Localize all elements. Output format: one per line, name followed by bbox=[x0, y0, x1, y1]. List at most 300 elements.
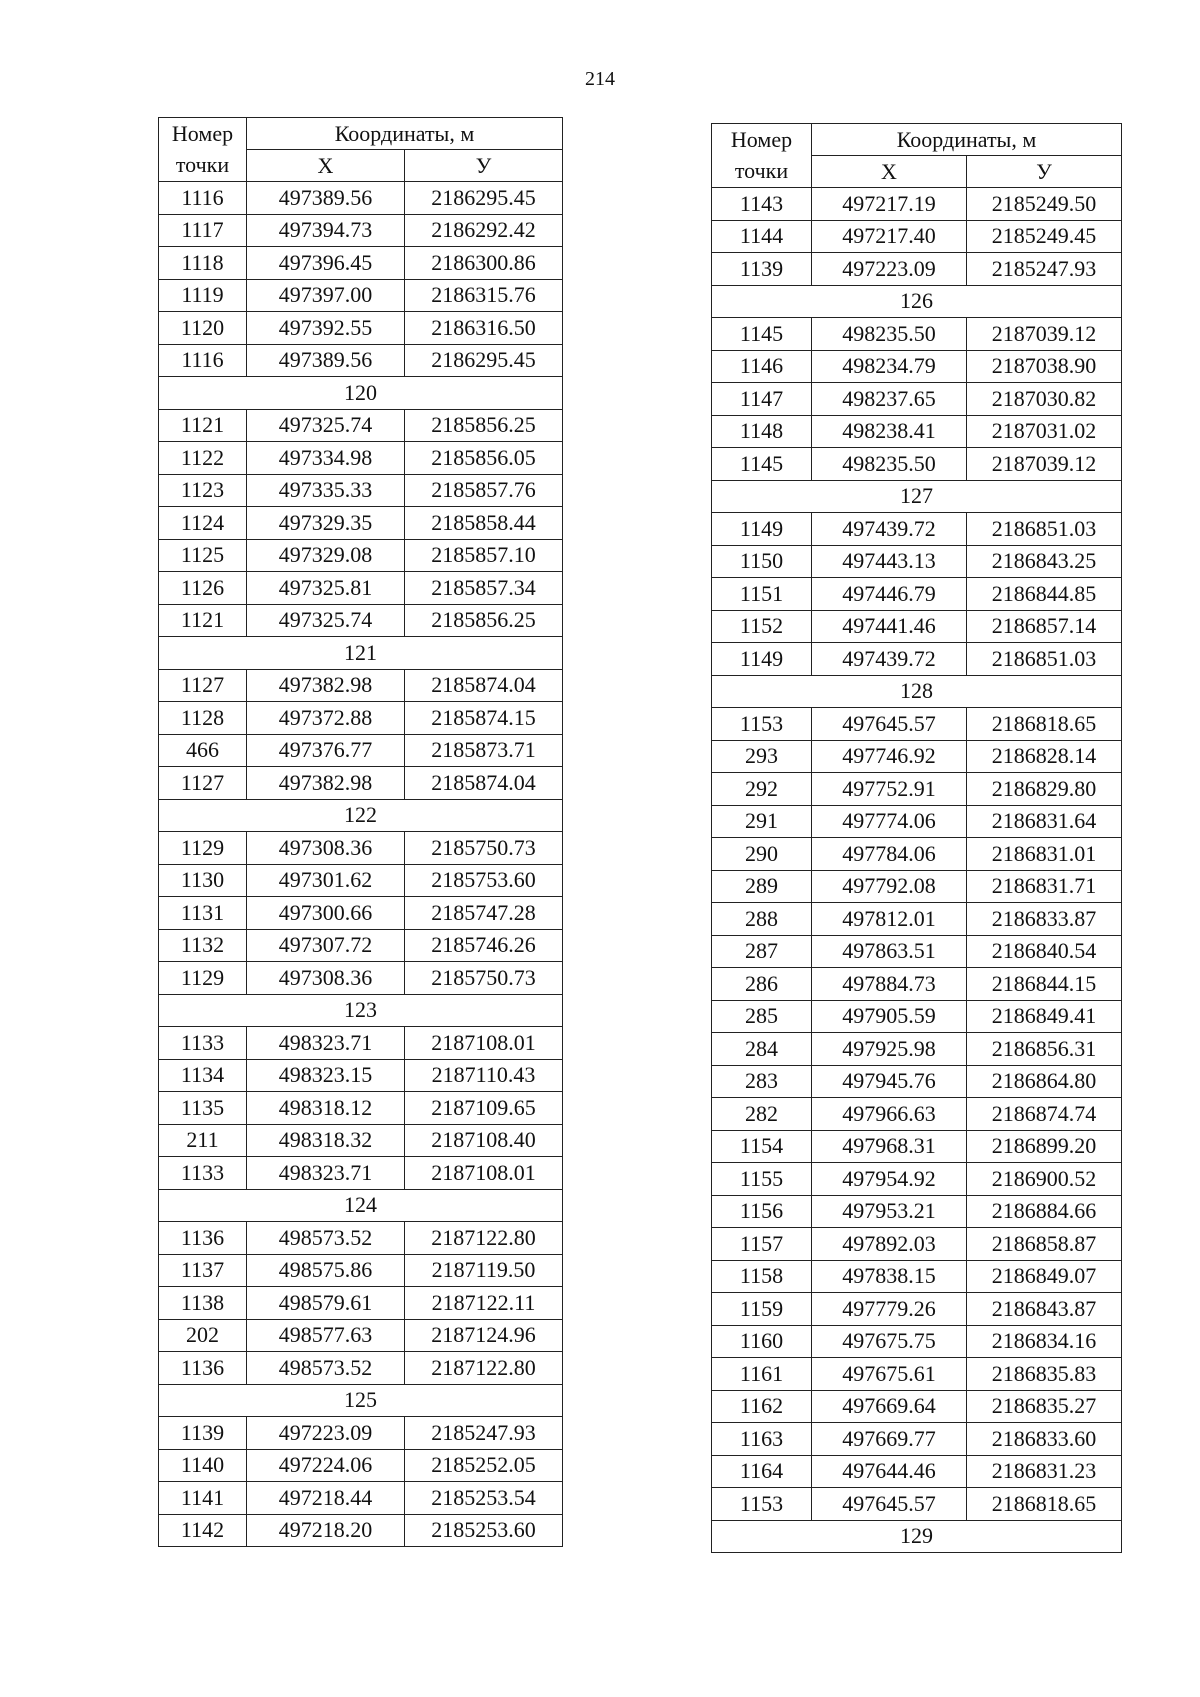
point-number-header: Номер bbox=[159, 118, 247, 150]
point-number-cell: 1158 bbox=[712, 1260, 812, 1293]
y-coordinate-cell: 2185874.04 bbox=[405, 669, 563, 702]
x-coordinate-cell: 497218.44 bbox=[247, 1482, 405, 1515]
y-coordinate-cell: 2186849.07 bbox=[967, 1260, 1122, 1293]
point-number-cell: 1132 bbox=[159, 929, 247, 962]
y-coordinate-cell: 2186843.87 bbox=[967, 1293, 1122, 1326]
point-number-cell: 1116 bbox=[159, 182, 247, 215]
table-row bbox=[159, 767, 563, 800]
point-number-cell: 1121 bbox=[159, 409, 247, 442]
point-number-cell: 1121 bbox=[159, 604, 247, 637]
point-number-cell: 1118 bbox=[159, 247, 247, 280]
table-row bbox=[712, 1488, 1122, 1521]
x-coordinate-cell: 497752.91 bbox=[812, 773, 967, 806]
table-row bbox=[159, 864, 563, 897]
x-coordinate-cell: 498318.12 bbox=[247, 1092, 405, 1125]
point-number-cell: 1116 bbox=[159, 344, 247, 377]
table-row bbox=[712, 610, 1122, 643]
x-coordinate-cell: 497838.15 bbox=[812, 1260, 967, 1293]
header-row bbox=[159, 118, 563, 150]
table-row bbox=[159, 474, 563, 507]
y-coordinate-cell: 2186829.80 bbox=[967, 773, 1122, 806]
coordinates-table-right bbox=[711, 123, 1122, 1553]
table-row bbox=[712, 1423, 1122, 1456]
y-coordinate-cell: 2187039.12 bbox=[967, 448, 1122, 481]
y-coordinate-cell: 2185857.76 bbox=[405, 474, 563, 507]
section-row bbox=[159, 1384, 563, 1417]
table-row bbox=[712, 220, 1122, 253]
section-label: 120 bbox=[159, 377, 563, 410]
y-coordinate-cell: 2187110.43 bbox=[405, 1059, 563, 1092]
x-coordinate-cell: 498238.41 bbox=[812, 415, 967, 448]
table-row bbox=[712, 805, 1122, 838]
x-coordinate-cell: 498235.50 bbox=[812, 448, 967, 481]
table-row bbox=[712, 1228, 1122, 1261]
point-number-cell: 1139 bbox=[159, 1417, 247, 1450]
x-coordinate-cell: 497446.79 bbox=[812, 578, 967, 611]
x-coordinate-cell: 497439.72 bbox=[812, 513, 967, 546]
table-row bbox=[159, 1417, 563, 1450]
point-number-cell: 1159 bbox=[712, 1293, 812, 1326]
table-row bbox=[712, 188, 1122, 221]
point-number-cell: 1150 bbox=[712, 545, 812, 578]
y-coordinate-cell: 2185874.15 bbox=[405, 702, 563, 735]
y-coordinate-cell: 2186851.03 bbox=[967, 643, 1122, 676]
y-header: У bbox=[967, 156, 1122, 188]
point-number-cell: 1153 bbox=[712, 708, 812, 741]
y-coordinate-cell: 2186831.23 bbox=[967, 1455, 1122, 1488]
y-coordinate-cell: 2185750.73 bbox=[405, 962, 563, 995]
table-row bbox=[159, 1352, 563, 1385]
section-row bbox=[712, 285, 1122, 318]
x-coordinate-cell: 497392.55 bbox=[247, 312, 405, 345]
table-row bbox=[159, 442, 563, 475]
x-coordinate-cell: 497329.08 bbox=[247, 539, 405, 572]
table-row bbox=[159, 409, 563, 442]
section-row bbox=[712, 480, 1122, 513]
table-row bbox=[159, 962, 563, 995]
y-coordinate-cell: 2185249.45 bbox=[967, 220, 1122, 253]
y-coordinate-cell: 2187108.01 bbox=[405, 1157, 563, 1190]
point-number-cell: 1149 bbox=[712, 643, 812, 676]
y-coordinate-cell: 2186828.14 bbox=[967, 740, 1122, 773]
point-number-cell: 1127 bbox=[159, 767, 247, 800]
table-row bbox=[159, 1222, 563, 1255]
table-row bbox=[159, 832, 563, 865]
x-coordinate-cell: 498579.61 bbox=[247, 1287, 405, 1320]
x-coordinate-cell: 497925.98 bbox=[812, 1033, 967, 1066]
point-number-cell: 1136 bbox=[159, 1222, 247, 1255]
table-row bbox=[712, 578, 1122, 611]
x-coordinate-cell: 497218.20 bbox=[247, 1514, 405, 1547]
table-row bbox=[712, 350, 1122, 383]
x-coordinate-cell: 497224.06 bbox=[247, 1449, 405, 1482]
x-coordinate-cell: 497792.08 bbox=[812, 870, 967, 903]
header-row bbox=[159, 150, 563, 182]
y-coordinate-cell: 2186857.14 bbox=[967, 610, 1122, 643]
header-row bbox=[712, 156, 1122, 188]
section-label: 124 bbox=[159, 1189, 563, 1222]
point-number-cell: 1156 bbox=[712, 1195, 812, 1228]
y-coordinate-cell: 2185874.04 bbox=[405, 767, 563, 800]
point-number-cell: 466 bbox=[159, 734, 247, 767]
x-coordinate-cell: 497645.57 bbox=[812, 1488, 967, 1521]
y-coordinate-cell: 2186849.41 bbox=[967, 1000, 1122, 1033]
y-coordinate-cell: 2186818.65 bbox=[967, 708, 1122, 741]
x-coordinate-cell: 498323.15 bbox=[247, 1059, 405, 1092]
x-coordinate-cell: 497300.66 bbox=[247, 897, 405, 930]
y-coordinate-cell: 2187122.80 bbox=[405, 1352, 563, 1385]
x-coordinate-cell: 497325.81 bbox=[247, 572, 405, 605]
point-number-cell: 1124 bbox=[159, 507, 247, 540]
point-number-cell: 1163 bbox=[712, 1423, 812, 1456]
point-number-cell: 287 bbox=[712, 935, 812, 968]
table-row bbox=[159, 1027, 563, 1060]
point-number-cell: 290 bbox=[712, 838, 812, 871]
point-number-cell: 202 bbox=[159, 1319, 247, 1352]
x-coordinate-cell: 497669.64 bbox=[812, 1390, 967, 1423]
x-coordinate-cell: 497669.77 bbox=[812, 1423, 967, 1456]
y-coordinate-cell: 2187030.82 bbox=[967, 383, 1122, 416]
table-row bbox=[159, 539, 563, 572]
x-coordinate-cell: 498577.63 bbox=[247, 1319, 405, 1352]
x-coordinate-cell: 497223.09 bbox=[812, 253, 967, 286]
point-number-cell: 292 bbox=[712, 773, 812, 806]
y-coordinate-cell: 2186858.87 bbox=[967, 1228, 1122, 1261]
x-coordinate-cell: 497439.72 bbox=[812, 643, 967, 676]
point-number-cell: 1154 bbox=[712, 1130, 812, 1163]
point-number-cell: 1161 bbox=[712, 1358, 812, 1391]
y-header: У bbox=[405, 150, 563, 182]
x-coordinate-cell: 497325.74 bbox=[247, 604, 405, 637]
section-label: 121 bbox=[159, 637, 563, 670]
point-number-cell: 1133 bbox=[159, 1027, 247, 1060]
y-coordinate-cell: 2186831.01 bbox=[967, 838, 1122, 871]
point-number-cell: 1164 bbox=[712, 1455, 812, 1488]
x-coordinate-cell: 498573.52 bbox=[247, 1352, 405, 1385]
table-row bbox=[159, 312, 563, 345]
point-number-cell: 1145 bbox=[712, 448, 812, 481]
x-coordinate-cell: 497443.13 bbox=[812, 545, 967, 578]
table-row bbox=[159, 702, 563, 735]
section-label: 125 bbox=[159, 1384, 563, 1417]
table-row bbox=[712, 1065, 1122, 1098]
point-number-cell: 1139 bbox=[712, 253, 812, 286]
point-number-cell: 282 bbox=[712, 1098, 812, 1131]
x-coordinate-cell: 497217.40 bbox=[812, 220, 967, 253]
table-row bbox=[712, 448, 1122, 481]
section-row bbox=[159, 377, 563, 410]
point-number-cell: 1134 bbox=[159, 1059, 247, 1092]
point-number-cell: 1129 bbox=[159, 962, 247, 995]
table-row bbox=[159, 214, 563, 247]
y-coordinate-cell: 2186833.87 bbox=[967, 903, 1122, 936]
x-header: Х bbox=[247, 150, 405, 182]
coordinates-table-left bbox=[158, 117, 563, 1547]
point-number-header-line2: точки bbox=[159, 150, 247, 182]
table-row bbox=[712, 1163, 1122, 1196]
table-row bbox=[159, 344, 563, 377]
point-number-cell: 286 bbox=[712, 968, 812, 1001]
table-row bbox=[159, 734, 563, 767]
point-number-header: Номер bbox=[712, 124, 812, 156]
point-number-cell: 211 bbox=[159, 1124, 247, 1157]
y-coordinate-cell: 2186864.80 bbox=[967, 1065, 1122, 1098]
x-coordinate-cell: 497382.98 bbox=[247, 669, 405, 702]
point-number-cell: 1138 bbox=[159, 1287, 247, 1320]
x-coordinate-cell: 497784.06 bbox=[812, 838, 967, 871]
y-coordinate-cell: 2185253.54 bbox=[405, 1482, 563, 1515]
y-coordinate-cell: 2185873.71 bbox=[405, 734, 563, 767]
table-body-left bbox=[159, 182, 563, 1547]
y-coordinate-cell: 2186844.85 bbox=[967, 578, 1122, 611]
point-number-cell: 1151 bbox=[712, 578, 812, 611]
section-row bbox=[159, 1189, 563, 1222]
y-coordinate-cell: 2185252.05 bbox=[405, 1449, 563, 1482]
y-coordinate-cell: 2187108.40 bbox=[405, 1124, 563, 1157]
y-coordinate-cell: 2186316.50 bbox=[405, 312, 563, 345]
table-row bbox=[712, 903, 1122, 936]
point-number-cell: 1140 bbox=[159, 1449, 247, 1482]
point-number-cell: 1125 bbox=[159, 539, 247, 572]
header-row bbox=[712, 124, 1122, 156]
y-coordinate-cell: 2185858.44 bbox=[405, 507, 563, 540]
point-number-cell: 1129 bbox=[159, 832, 247, 865]
y-coordinate-cell: 2187119.50 bbox=[405, 1254, 563, 1287]
table-row bbox=[159, 1059, 563, 1092]
y-coordinate-cell: 2186295.45 bbox=[405, 344, 563, 377]
point-number-cell: 283 bbox=[712, 1065, 812, 1098]
point-number-cell: 1128 bbox=[159, 702, 247, 735]
x-coordinate-cell: 497329.35 bbox=[247, 507, 405, 540]
x-coordinate-cell: 497945.76 bbox=[812, 1065, 967, 1098]
y-coordinate-cell: 2185856.05 bbox=[405, 442, 563, 475]
table-row bbox=[159, 929, 563, 962]
y-coordinate-cell: 2186833.60 bbox=[967, 1423, 1122, 1456]
table-row bbox=[159, 182, 563, 215]
table-row bbox=[712, 1000, 1122, 1033]
section-label: 123 bbox=[159, 994, 563, 1027]
point-number-cell: 285 bbox=[712, 1000, 812, 1033]
y-coordinate-cell: 2186899.20 bbox=[967, 1130, 1122, 1163]
section-label: 128 bbox=[712, 675, 1122, 708]
y-coordinate-cell: 2186818.65 bbox=[967, 1488, 1122, 1521]
x-coordinate-cell: 497396.45 bbox=[247, 247, 405, 280]
table-row bbox=[712, 1293, 1122, 1326]
table-row bbox=[712, 1358, 1122, 1391]
point-number-cell: 1130 bbox=[159, 864, 247, 897]
y-coordinate-cell: 2185247.93 bbox=[967, 253, 1122, 286]
table-row bbox=[159, 1157, 563, 1190]
section-row bbox=[159, 637, 563, 670]
table-row bbox=[712, 545, 1122, 578]
point-number-cell: 1119 bbox=[159, 279, 247, 312]
table-row bbox=[712, 643, 1122, 676]
x-coordinate-cell: 497441.46 bbox=[812, 610, 967, 643]
table-body-right bbox=[712, 188, 1122, 1553]
x-coordinate-cell: 497307.72 bbox=[247, 929, 405, 962]
point-number-cell: 284 bbox=[712, 1033, 812, 1066]
table-row bbox=[159, 279, 563, 312]
y-coordinate-cell: 2185857.34 bbox=[405, 572, 563, 605]
point-number-cell: 1144 bbox=[712, 220, 812, 253]
x-coordinate-cell: 497645.57 bbox=[812, 708, 967, 741]
point-number-cell: 1133 bbox=[159, 1157, 247, 1190]
x-header: Х bbox=[812, 156, 967, 188]
point-number-cell: 1135 bbox=[159, 1092, 247, 1125]
x-coordinate-cell: 497968.31 bbox=[812, 1130, 967, 1163]
table-row bbox=[712, 773, 1122, 806]
table-row bbox=[712, 740, 1122, 773]
y-coordinate-cell: 2186300.86 bbox=[405, 247, 563, 280]
x-coordinate-cell: 497863.51 bbox=[812, 935, 967, 968]
y-coordinate-cell: 2186834.16 bbox=[967, 1325, 1122, 1358]
point-number-cell: 1120 bbox=[159, 312, 247, 345]
point-number-header-line2: точки bbox=[712, 156, 812, 188]
point-number-cell: 1155 bbox=[712, 1163, 812, 1196]
table-row bbox=[159, 1319, 563, 1352]
point-number-cell: 1123 bbox=[159, 474, 247, 507]
x-coordinate-cell: 497217.19 bbox=[812, 188, 967, 221]
x-coordinate-cell: 497779.26 bbox=[812, 1293, 967, 1326]
table-row bbox=[712, 1260, 1122, 1293]
section-row bbox=[712, 675, 1122, 708]
x-coordinate-cell: 497335.33 bbox=[247, 474, 405, 507]
y-coordinate-cell: 2186874.74 bbox=[967, 1098, 1122, 1131]
point-number-cell: 1117 bbox=[159, 214, 247, 247]
y-coordinate-cell: 2185750.73 bbox=[405, 832, 563, 865]
table-row bbox=[712, 968, 1122, 1001]
point-number-cell: 288 bbox=[712, 903, 812, 936]
table-row bbox=[159, 897, 563, 930]
coordinates-header: Координаты, м bbox=[247, 118, 563, 150]
point-number-cell: 1157 bbox=[712, 1228, 812, 1261]
y-coordinate-cell: 2186843.25 bbox=[967, 545, 1122, 578]
x-coordinate-cell: 497308.36 bbox=[247, 832, 405, 865]
table-row bbox=[712, 253, 1122, 286]
x-coordinate-cell: 497223.09 bbox=[247, 1417, 405, 1450]
point-number-cell: 1126 bbox=[159, 572, 247, 605]
point-number-cell: 1160 bbox=[712, 1325, 812, 1358]
x-coordinate-cell: 498318.32 bbox=[247, 1124, 405, 1157]
y-coordinate-cell: 2186835.83 bbox=[967, 1358, 1122, 1391]
x-coordinate-cell: 497389.56 bbox=[247, 182, 405, 215]
y-coordinate-cell: 2185856.25 bbox=[405, 409, 563, 442]
table-row bbox=[159, 247, 563, 280]
y-coordinate-cell: 2185857.10 bbox=[405, 539, 563, 572]
y-coordinate-cell: 2186900.52 bbox=[967, 1163, 1122, 1196]
x-coordinate-cell: 498573.52 bbox=[247, 1222, 405, 1255]
table-row bbox=[712, 318, 1122, 351]
table-row bbox=[712, 1098, 1122, 1131]
table-row bbox=[159, 1092, 563, 1125]
table-row bbox=[712, 1130, 1122, 1163]
x-coordinate-cell: 498323.71 bbox=[247, 1157, 405, 1190]
x-coordinate-cell: 498323.71 bbox=[247, 1027, 405, 1060]
y-coordinate-cell: 2187124.96 bbox=[405, 1319, 563, 1352]
section-label: 129 bbox=[712, 1520, 1122, 1553]
y-coordinate-cell: 2185856.25 bbox=[405, 604, 563, 637]
point-number-cell: 291 bbox=[712, 805, 812, 838]
y-coordinate-cell: 2186295.45 bbox=[405, 182, 563, 215]
table-row bbox=[159, 1124, 563, 1157]
x-coordinate-cell: 497334.98 bbox=[247, 442, 405, 475]
point-number-cell: 1148 bbox=[712, 415, 812, 448]
table-row bbox=[712, 415, 1122, 448]
x-coordinate-cell: 497644.46 bbox=[812, 1455, 967, 1488]
point-number-cell: 289 bbox=[712, 870, 812, 903]
y-coordinate-cell: 2185753.60 bbox=[405, 864, 563, 897]
table-row bbox=[159, 1482, 563, 1515]
page-number: 214 bbox=[585, 68, 615, 90]
table-row bbox=[712, 838, 1122, 871]
point-number-cell: 1142 bbox=[159, 1514, 247, 1547]
table-row bbox=[159, 669, 563, 702]
y-coordinate-cell: 2185253.60 bbox=[405, 1514, 563, 1547]
x-coordinate-cell: 497389.56 bbox=[247, 344, 405, 377]
point-number-cell: 1122 bbox=[159, 442, 247, 475]
point-number-cell: 1146 bbox=[712, 350, 812, 383]
section-row bbox=[159, 994, 563, 1027]
y-coordinate-cell: 2187122.11 bbox=[405, 1287, 563, 1320]
x-coordinate-cell: 497812.01 bbox=[812, 903, 967, 936]
x-coordinate-cell: 498235.50 bbox=[812, 318, 967, 351]
y-coordinate-cell: 2187039.12 bbox=[967, 318, 1122, 351]
table-row bbox=[712, 1390, 1122, 1423]
point-number-cell: 1152 bbox=[712, 610, 812, 643]
x-coordinate-cell: 498575.86 bbox=[247, 1254, 405, 1287]
x-coordinate-cell: 497746.92 bbox=[812, 740, 967, 773]
x-coordinate-cell: 497397.00 bbox=[247, 279, 405, 312]
x-coordinate-cell: 498237.65 bbox=[812, 383, 967, 416]
section-label: 127 bbox=[712, 480, 1122, 513]
table-row bbox=[712, 1033, 1122, 1066]
table-row bbox=[159, 1514, 563, 1547]
point-number-cell: 1162 bbox=[712, 1390, 812, 1423]
y-coordinate-cell: 2186292.42 bbox=[405, 214, 563, 247]
y-coordinate-cell: 2187038.90 bbox=[967, 350, 1122, 383]
section-label: 122 bbox=[159, 799, 563, 832]
x-coordinate-cell: 497325.74 bbox=[247, 409, 405, 442]
y-coordinate-cell: 2186840.54 bbox=[967, 935, 1122, 968]
y-coordinate-cell: 2185249.50 bbox=[967, 188, 1122, 221]
y-coordinate-cell: 2185746.26 bbox=[405, 929, 563, 962]
section-row bbox=[712, 1520, 1122, 1553]
table-row bbox=[712, 383, 1122, 416]
x-coordinate-cell: 497376.77 bbox=[247, 734, 405, 767]
x-coordinate-cell: 498234.79 bbox=[812, 350, 967, 383]
table-row bbox=[712, 513, 1122, 546]
point-number-cell: 1127 bbox=[159, 669, 247, 702]
table-row bbox=[159, 1449, 563, 1482]
x-coordinate-cell: 497953.21 bbox=[812, 1195, 967, 1228]
y-coordinate-cell: 2186884.66 bbox=[967, 1195, 1122, 1228]
table-row bbox=[712, 870, 1122, 903]
y-coordinate-cell: 2185247.93 bbox=[405, 1417, 563, 1450]
table-row bbox=[159, 572, 563, 605]
y-coordinate-cell: 2186856.31 bbox=[967, 1033, 1122, 1066]
point-number-cell: 293 bbox=[712, 740, 812, 773]
table-row bbox=[712, 1195, 1122, 1228]
section-label: 126 bbox=[712, 285, 1122, 318]
y-coordinate-cell: 2186844.15 bbox=[967, 968, 1122, 1001]
y-coordinate-cell: 2186831.71 bbox=[967, 870, 1122, 903]
x-coordinate-cell: 497308.36 bbox=[247, 962, 405, 995]
x-coordinate-cell: 497394.73 bbox=[247, 214, 405, 247]
y-coordinate-cell: 2187031.02 bbox=[967, 415, 1122, 448]
x-coordinate-cell: 497774.06 bbox=[812, 805, 967, 838]
point-number-cell: 1141 bbox=[159, 1482, 247, 1515]
point-number-cell: 1145 bbox=[712, 318, 812, 351]
